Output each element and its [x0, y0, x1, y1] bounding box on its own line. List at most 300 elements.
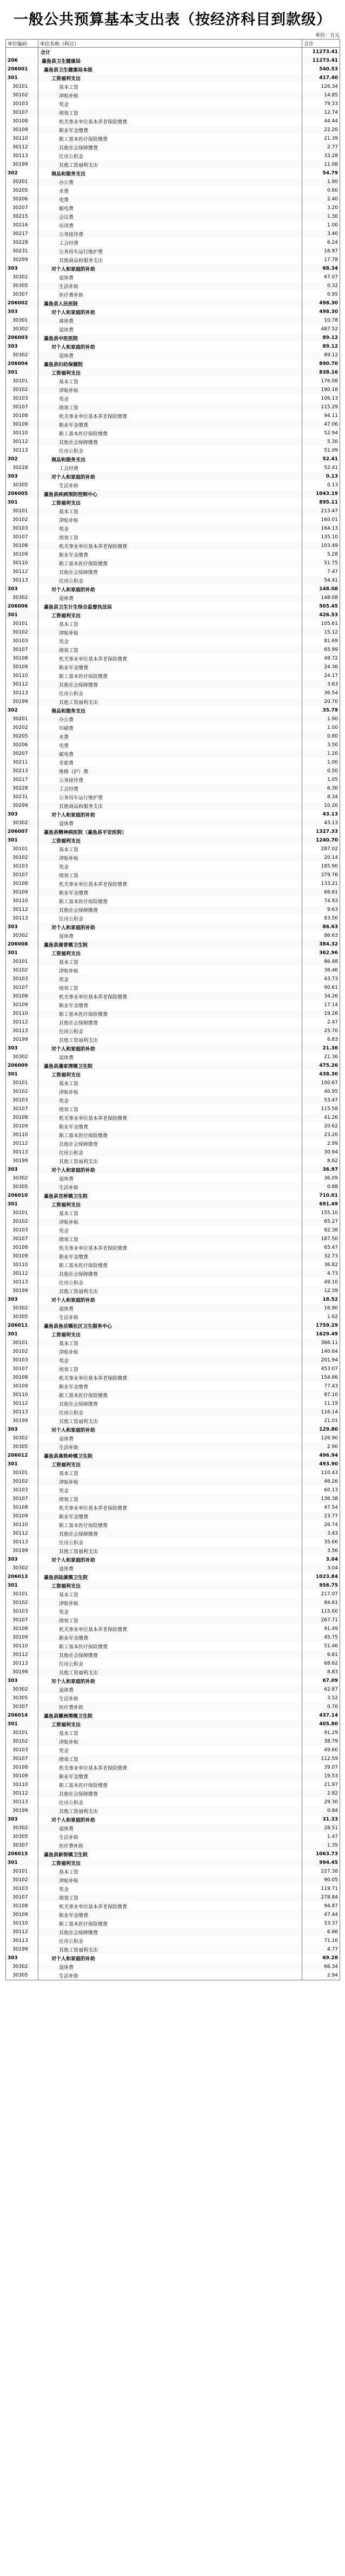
- row-code: 30110: [6, 1261, 38, 1269]
- row-code: 206015: [6, 1850, 38, 1858]
- row-code: 30103: [6, 1226, 38, 1235]
- row-amount: 86.63: [302, 931, 340, 940]
- table-row: [6, 1677, 340, 1685]
- row-name: 绩效工资: [38, 403, 302, 412]
- table-row: [6, 1824, 340, 1832]
- row-code: 30103: [6, 1746, 38, 1755]
- row-code: 30101: [6, 1079, 38, 1087]
- row-amount: 126.90: [302, 1434, 340, 1443]
- row-amount: 6.30: [302, 784, 340, 793]
- row-code: 30113: [6, 1148, 38, 1157]
- row-name: 基本工资: [38, 1339, 302, 1347]
- table-row: [6, 992, 340, 1001]
- row-amount: 475.26: [302, 1061, 340, 1070]
- row-code: 30305: [6, 1313, 38, 1321]
- row-amount: 84.61: [302, 1599, 340, 1607]
- row-name: 对个人和家庭的补助: [38, 1295, 302, 1304]
- row-amount: 90.05: [302, 1876, 340, 1884]
- row-name: 奖金: [38, 862, 302, 871]
- row-name: 住房公积金: [38, 1408, 302, 1417]
- row-amount: 2.77: [302, 143, 340, 152]
- row-code: 30302: [6, 1824, 38, 1832]
- row-name: 住房公积金: [38, 1936, 302, 1945]
- row-code: 30109: [6, 888, 38, 897]
- row-name: 基本工资: [38, 1867, 302, 1876]
- row-amount: 115.60: [302, 1607, 340, 1616]
- table-row: [6, 1772, 340, 1781]
- table-row: [6, 377, 340, 386]
- table-row: [6, 949, 340, 957]
- row-name: 职工基本医疗保险缴费: [38, 1919, 302, 1928]
- row-code: 30302: [6, 819, 38, 827]
- table-row: [6, 1373, 340, 1382]
- row-amount: 366.11: [302, 1339, 340, 1347]
- row-amount: 91.49: [302, 1625, 340, 1633]
- row-name: 嘉鱼县卫生健康局本级: [38, 65, 302, 74]
- row-name: 机关事业单位基本养老保险缴费: [38, 1373, 302, 1382]
- table-row: [6, 1625, 340, 1633]
- row-name: 职工基本医疗保险缴费: [38, 1781, 302, 1789]
- row-name: 津贴补贴: [38, 966, 302, 975]
- row-name: 绩效工资: [38, 1495, 302, 1503]
- row-code: 30302: [6, 1304, 38, 1313]
- row-name: 工资福利支出: [38, 1460, 302, 1469]
- row-code: 30102: [6, 628, 38, 637]
- row-name: 生活补助: [38, 1832, 302, 1841]
- row-code: 30103: [6, 1486, 38, 1495]
- row-code: 30107: [6, 403, 38, 412]
- table-row: [6, 446, 340, 455]
- row-amount: 49.60: [302, 1746, 340, 1755]
- table-row: [6, 1807, 340, 1815]
- row-name: 工资福利支出: [38, 1858, 302, 1867]
- row-code: 206003: [6, 334, 38, 342]
- row-code: 30302: [6, 1564, 38, 1573]
- row-code: 30112: [6, 568, 38, 576]
- row-name: 公务接待费: [38, 775, 302, 784]
- row-amount: 1.90: [302, 715, 340, 723]
- row-name: 职工基本医疗保险缴费: [38, 134, 302, 143]
- table-row: [6, 1356, 340, 1365]
- row-amount: 3.56: [302, 1547, 340, 1555]
- table-row: [6, 1607, 340, 1616]
- row-code: 206001: [6, 65, 38, 74]
- row-code: 30110: [6, 134, 38, 143]
- table-row: [6, 1321, 340, 1330]
- row-amount: 20.62: [302, 1122, 340, 1131]
- row-code: 303: [6, 1295, 38, 1304]
- header-code: 单位编码: [6, 40, 38, 48]
- row-name: 职工基本医疗保险缴费: [38, 1391, 302, 1399]
- table-row: [6, 360, 340, 368]
- table-row: [6, 1113, 340, 1122]
- row-amount: 190.18: [302, 386, 340, 394]
- row-code: [6, 48, 38, 57]
- table-row: [6, 931, 340, 940]
- row-name: 住房公积金: [38, 1798, 302, 1807]
- row-code: 30217: [6, 775, 38, 784]
- row-code: 30102: [6, 1087, 38, 1096]
- table-row: [6, 594, 340, 602]
- row-name: 住房公积金: [38, 914, 302, 923]
- table-row: [6, 645, 340, 654]
- row-amount: 498.30: [302, 299, 340, 308]
- row-code: 30110: [6, 897, 38, 905]
- row-amount: 10.20: [302, 801, 340, 810]
- row-amount: 16.97: [302, 247, 340, 256]
- row-amount: 1.47: [302, 1832, 340, 1841]
- table-row: [6, 819, 340, 827]
- row-name: 奖金: [38, 975, 302, 983]
- row-name: 工资福利支出: [38, 949, 302, 957]
- row-name: 住房公积金: [38, 1659, 302, 1668]
- row-amount: 994.45: [302, 1858, 340, 1867]
- row-amount: 8.62: [302, 1157, 340, 1165]
- table-header-row: [6, 40, 340, 48]
- row-name: 绩效工资: [38, 645, 302, 654]
- table-row: [6, 212, 340, 221]
- row-name: 基本工资: [38, 1079, 302, 1087]
- row-code: 30109: [6, 1252, 38, 1261]
- row-name: 机关事业单位基本养老保险缴费: [38, 1243, 302, 1252]
- row-amount: 81.69: [302, 637, 340, 645]
- row-amount: 0.60: [302, 186, 340, 195]
- row-name: 机关事业单位基本养老保险缴费: [38, 992, 302, 1001]
- row-code: 30109: [6, 550, 38, 559]
- row-amount: 17.14: [302, 1001, 340, 1009]
- row-name: 公务接待费: [38, 230, 302, 238]
- row-name: 水费: [38, 186, 302, 195]
- table-row: [6, 1867, 340, 1876]
- table-row: [6, 1841, 340, 1850]
- row-code: 303: [6, 1677, 38, 1685]
- row-code: 30199: [6, 160, 38, 169]
- row-code: 30113: [6, 689, 38, 697]
- row-name: 津贴补贴: [38, 853, 302, 862]
- row-amount: 112.59: [302, 1755, 340, 1763]
- row-name: 工资福利支出: [38, 1200, 302, 1209]
- row-name: 公务用车运行维护费: [38, 247, 302, 256]
- row-amount: 0.13: [302, 481, 340, 490]
- row-name: 电费: [38, 741, 302, 749]
- row-code: 30199: [6, 1807, 38, 1815]
- row-amount: 0.70: [302, 1703, 340, 1711]
- row-amount: 116.14: [302, 1408, 340, 1417]
- table-row: [6, 1070, 340, 1079]
- row-code: 30102: [6, 1477, 38, 1486]
- row-code: 30102: [6, 853, 38, 862]
- table-row: [6, 715, 340, 723]
- row-amount: 140.64: [302, 1347, 340, 1356]
- row-name: 对个人和家庭的补助: [38, 1165, 302, 1174]
- table-row: [6, 1053, 340, 1061]
- row-amount: 51.75: [302, 559, 340, 568]
- table-row: [6, 1122, 340, 1131]
- row-code: 301: [6, 1330, 38, 1339]
- row-name: 职工基本医疗保险缴费: [38, 671, 302, 680]
- row-amount: 213.47: [302, 507, 340, 516]
- row-amount: 34.26: [302, 992, 340, 1001]
- row-code: 30102: [6, 1876, 38, 1884]
- row-name: 公务用车运行维护费: [38, 793, 302, 801]
- table-row: [6, 801, 340, 810]
- table-row: [6, 524, 340, 533]
- row-amount: 100.67: [302, 1079, 340, 1087]
- table-row: [6, 1200, 340, 1209]
- table-row: [6, 1096, 340, 1105]
- row-amount: 0.80: [302, 732, 340, 741]
- table-row: [6, 576, 340, 585]
- row-name: 职业年金缴费: [38, 663, 302, 671]
- row-amount: 498.30: [302, 308, 340, 316]
- table-row: [6, 879, 340, 888]
- row-name: 生活补助: [38, 481, 302, 490]
- row-amount: 3.50: [302, 741, 340, 749]
- row-code: 206011: [6, 1321, 38, 1330]
- row-code: 30109: [6, 1772, 38, 1781]
- table-row: [6, 516, 340, 524]
- table-row: [6, 1425, 340, 1434]
- row-code: 30103: [6, 1884, 38, 1893]
- row-name: 绩效工资: [38, 1105, 302, 1113]
- row-name: 奖金: [38, 1486, 302, 1495]
- row-name: 职工基本医疗保险缴费: [38, 1261, 302, 1269]
- row-amount: 0.95: [302, 290, 340, 299]
- table-row: [6, 827, 340, 836]
- table-row: [6, 1365, 340, 1373]
- row-code: 206: [6, 56, 38, 65]
- row-name: 奖金: [38, 1746, 302, 1755]
- row-code: 30112: [6, 1139, 38, 1148]
- table-row: [6, 1919, 340, 1928]
- table-row: [6, 585, 340, 594]
- row-code: 30109: [6, 663, 38, 671]
- table-row: [6, 836, 340, 845]
- row-code: 30109: [6, 420, 38, 429]
- row-amount: 2.94: [302, 1971, 340, 1980]
- row-amount: 426.53: [302, 611, 340, 619]
- row-code: 30107: [6, 1616, 38, 1625]
- table-row: [6, 498, 340, 507]
- row-name: 其他社会保障缴费: [38, 143, 302, 152]
- table-row: [6, 1061, 340, 1070]
- row-name: 机关事业单位基本养老保险缴费: [38, 1902, 302, 1910]
- table-row: [6, 810, 340, 819]
- table-row: [6, 1763, 340, 1772]
- row-code: 30108: [6, 1113, 38, 1122]
- row-code: 30301: [6, 316, 38, 325]
- row-name: 职工基本医疗保险缴费: [38, 1131, 302, 1139]
- row-amount: 14.85: [302, 91, 340, 100]
- row-name: 嘉鱼县卫生计生综合监督执法局: [38, 602, 302, 611]
- row-amount: 24.17: [302, 671, 340, 680]
- table-row: [6, 134, 340, 143]
- row-code: 30305: [6, 282, 38, 290]
- row-amount: 417.40: [302, 74, 340, 82]
- row-name: 机关事业单位基本养老保险缴费: [38, 1625, 302, 1633]
- row-code: 30112: [6, 1529, 38, 1538]
- row-amount: 94.11: [302, 412, 340, 420]
- row-name: 职业年金缴费: [38, 888, 302, 897]
- table-row: [6, 1417, 340, 1425]
- table-row: [6, 386, 340, 394]
- row-amount: 8.83: [302, 1668, 340, 1677]
- table-row: [6, 160, 340, 169]
- row-name: 嘉鱼县潘家湾镇卫生院: [38, 1061, 302, 1070]
- row-amount: 53.47: [302, 1096, 340, 1105]
- row-code: 30108: [6, 654, 38, 663]
- row-name: 其他社会保障缴费: [38, 1269, 302, 1278]
- table-row: [6, 1573, 340, 1581]
- row-code: 30110: [6, 1781, 38, 1789]
- row-amount: 278.84: [302, 1893, 340, 1902]
- table-row: [6, 308, 340, 316]
- table-row: [6, 1235, 340, 1243]
- row-amount: 4.77: [302, 1945, 340, 1954]
- row-name: 职业年金缴费: [38, 126, 302, 134]
- row-code: 30302: [6, 931, 38, 940]
- row-code: 30215: [6, 212, 38, 221]
- table-row: [6, 1477, 340, 1486]
- row-code: 30231: [6, 247, 38, 256]
- table-row: [6, 230, 340, 238]
- table-row: [6, 1295, 340, 1304]
- table-row: [6, 1252, 340, 1261]
- table-row: [6, 975, 340, 983]
- table-row: [6, 1599, 340, 1607]
- row-name: 其他社会保障缴费: [38, 1399, 302, 1408]
- row-amount: 32.73: [302, 1252, 340, 1261]
- row-code: 30302: [6, 273, 38, 282]
- row-code: 30112: [6, 1789, 38, 1798]
- row-amount: 148.08: [302, 594, 340, 602]
- row-code: 30305: [6, 1832, 38, 1841]
- table-row: [6, 368, 340, 377]
- row-name: 退休费: [38, 1304, 302, 1313]
- row-amount: 1.90: [302, 178, 340, 186]
- table-row: [6, 1486, 340, 1495]
- row-name: 合计: [38, 48, 302, 57]
- row-code: 303: [6, 1044, 38, 1053]
- table-row: [6, 1659, 340, 1668]
- row-name: 工资福利支出: [38, 498, 302, 507]
- table-row: [6, 1495, 340, 1503]
- row-code: 30305: [6, 1971, 38, 1980]
- row-amount: 36.54: [302, 689, 340, 697]
- row-name: 对个人和家庭的补助: [38, 1044, 302, 1053]
- row-code: 30199: [6, 1945, 38, 1954]
- row-code: 30302: [6, 594, 38, 602]
- row-amount: 47.06: [302, 420, 340, 429]
- table-row: [6, 1339, 340, 1347]
- row-code: 30108: [6, 412, 38, 420]
- table-row: [6, 845, 340, 853]
- table-row: [6, 342, 340, 351]
- row-amount: 838.16: [302, 368, 340, 377]
- table-row: [6, 1703, 340, 1711]
- row-amount: 6.61: [302, 1651, 340, 1659]
- row-amount: 52.94: [302, 429, 340, 438]
- row-amount: 35.79: [302, 706, 340, 715]
- row-name: 其他社会保障缴费: [38, 1018, 302, 1027]
- row-amount: 1043.19: [302, 490, 340, 498]
- row-amount: 103.49: [302, 542, 340, 550]
- table-row: [6, 1261, 340, 1269]
- row-code: 301: [6, 498, 38, 507]
- row-amount: 0.32: [302, 282, 340, 290]
- row-code: 30101: [6, 377, 38, 386]
- row-code: 30112: [6, 680, 38, 689]
- row-name: 绩效工资: [38, 871, 302, 879]
- row-name: 职工基本医疗保险缴费: [38, 897, 302, 905]
- row-code: 301: [6, 1858, 38, 1867]
- row-amount: 67.09: [302, 1677, 340, 1685]
- row-amount: 148.08: [302, 585, 340, 594]
- row-amount: 8.34: [302, 793, 340, 801]
- row-name: 培训费: [38, 221, 302, 230]
- row-amount: 36.82: [302, 1261, 340, 1269]
- document-title: 一般公共预算基本支出表（按经济科目到款级）: [14, 11, 331, 28]
- table-row: [6, 282, 340, 290]
- table-row: [6, 169, 340, 178]
- table-row: [6, 1304, 340, 1313]
- row-name: 津贴补贴: [38, 1347, 302, 1356]
- row-name: 住房公积金: [38, 152, 302, 160]
- row-code: 30101: [6, 957, 38, 966]
- row-name: 嘉鱼县鱼岳镇社区卫生服务中心: [38, 1321, 302, 1330]
- row-code: 206006: [6, 602, 38, 611]
- row-amount: 136.38: [302, 1495, 340, 1503]
- row-amount: 65.47: [302, 1243, 340, 1252]
- table-row: [6, 888, 340, 897]
- table-row: [6, 1936, 340, 1945]
- row-code: 206009: [6, 1061, 38, 1070]
- row-code: 30102: [6, 1737, 38, 1746]
- row-code: 30216: [6, 221, 38, 230]
- row-amount: 54.41: [302, 576, 340, 585]
- row-amount: 3.40: [302, 230, 340, 238]
- row-amount: 1327.33: [302, 827, 340, 836]
- row-amount: 3.52: [302, 1694, 340, 1703]
- row-code: 30109: [6, 1910, 38, 1919]
- row-code: 206014: [6, 1711, 38, 1720]
- row-amount: 105.61: [302, 619, 340, 628]
- row-name: 工资福利支出: [38, 368, 302, 377]
- table-row: [6, 91, 340, 100]
- row-amount: 60.13: [302, 1486, 340, 1495]
- row-name: 奖金: [38, 100, 302, 108]
- row-name: 水费: [38, 732, 302, 741]
- row-code: 30302: [6, 1053, 38, 1061]
- row-code: 30103: [6, 975, 38, 983]
- row-amount: 21.36: [302, 1053, 340, 1061]
- row-code: 206007: [6, 827, 38, 836]
- row-code: 30110: [6, 1919, 38, 1928]
- table-row: [6, 741, 340, 749]
- row-amount: 52.41: [302, 464, 340, 472]
- row-amount: 20.14: [302, 853, 340, 862]
- row-code: 302: [6, 455, 38, 464]
- row-amount: 493.90: [302, 1460, 340, 1469]
- row-amount: 21.97: [302, 1781, 340, 1789]
- row-code: 30108: [6, 1243, 38, 1252]
- table-row: [6, 1191, 340, 1200]
- table-row: [6, 1711, 340, 1720]
- row-name: 职业年金缴费: [38, 420, 302, 429]
- table-row: [6, 1529, 340, 1538]
- table-row: [6, 1035, 340, 1044]
- row-code: 30109: [6, 1382, 38, 1391]
